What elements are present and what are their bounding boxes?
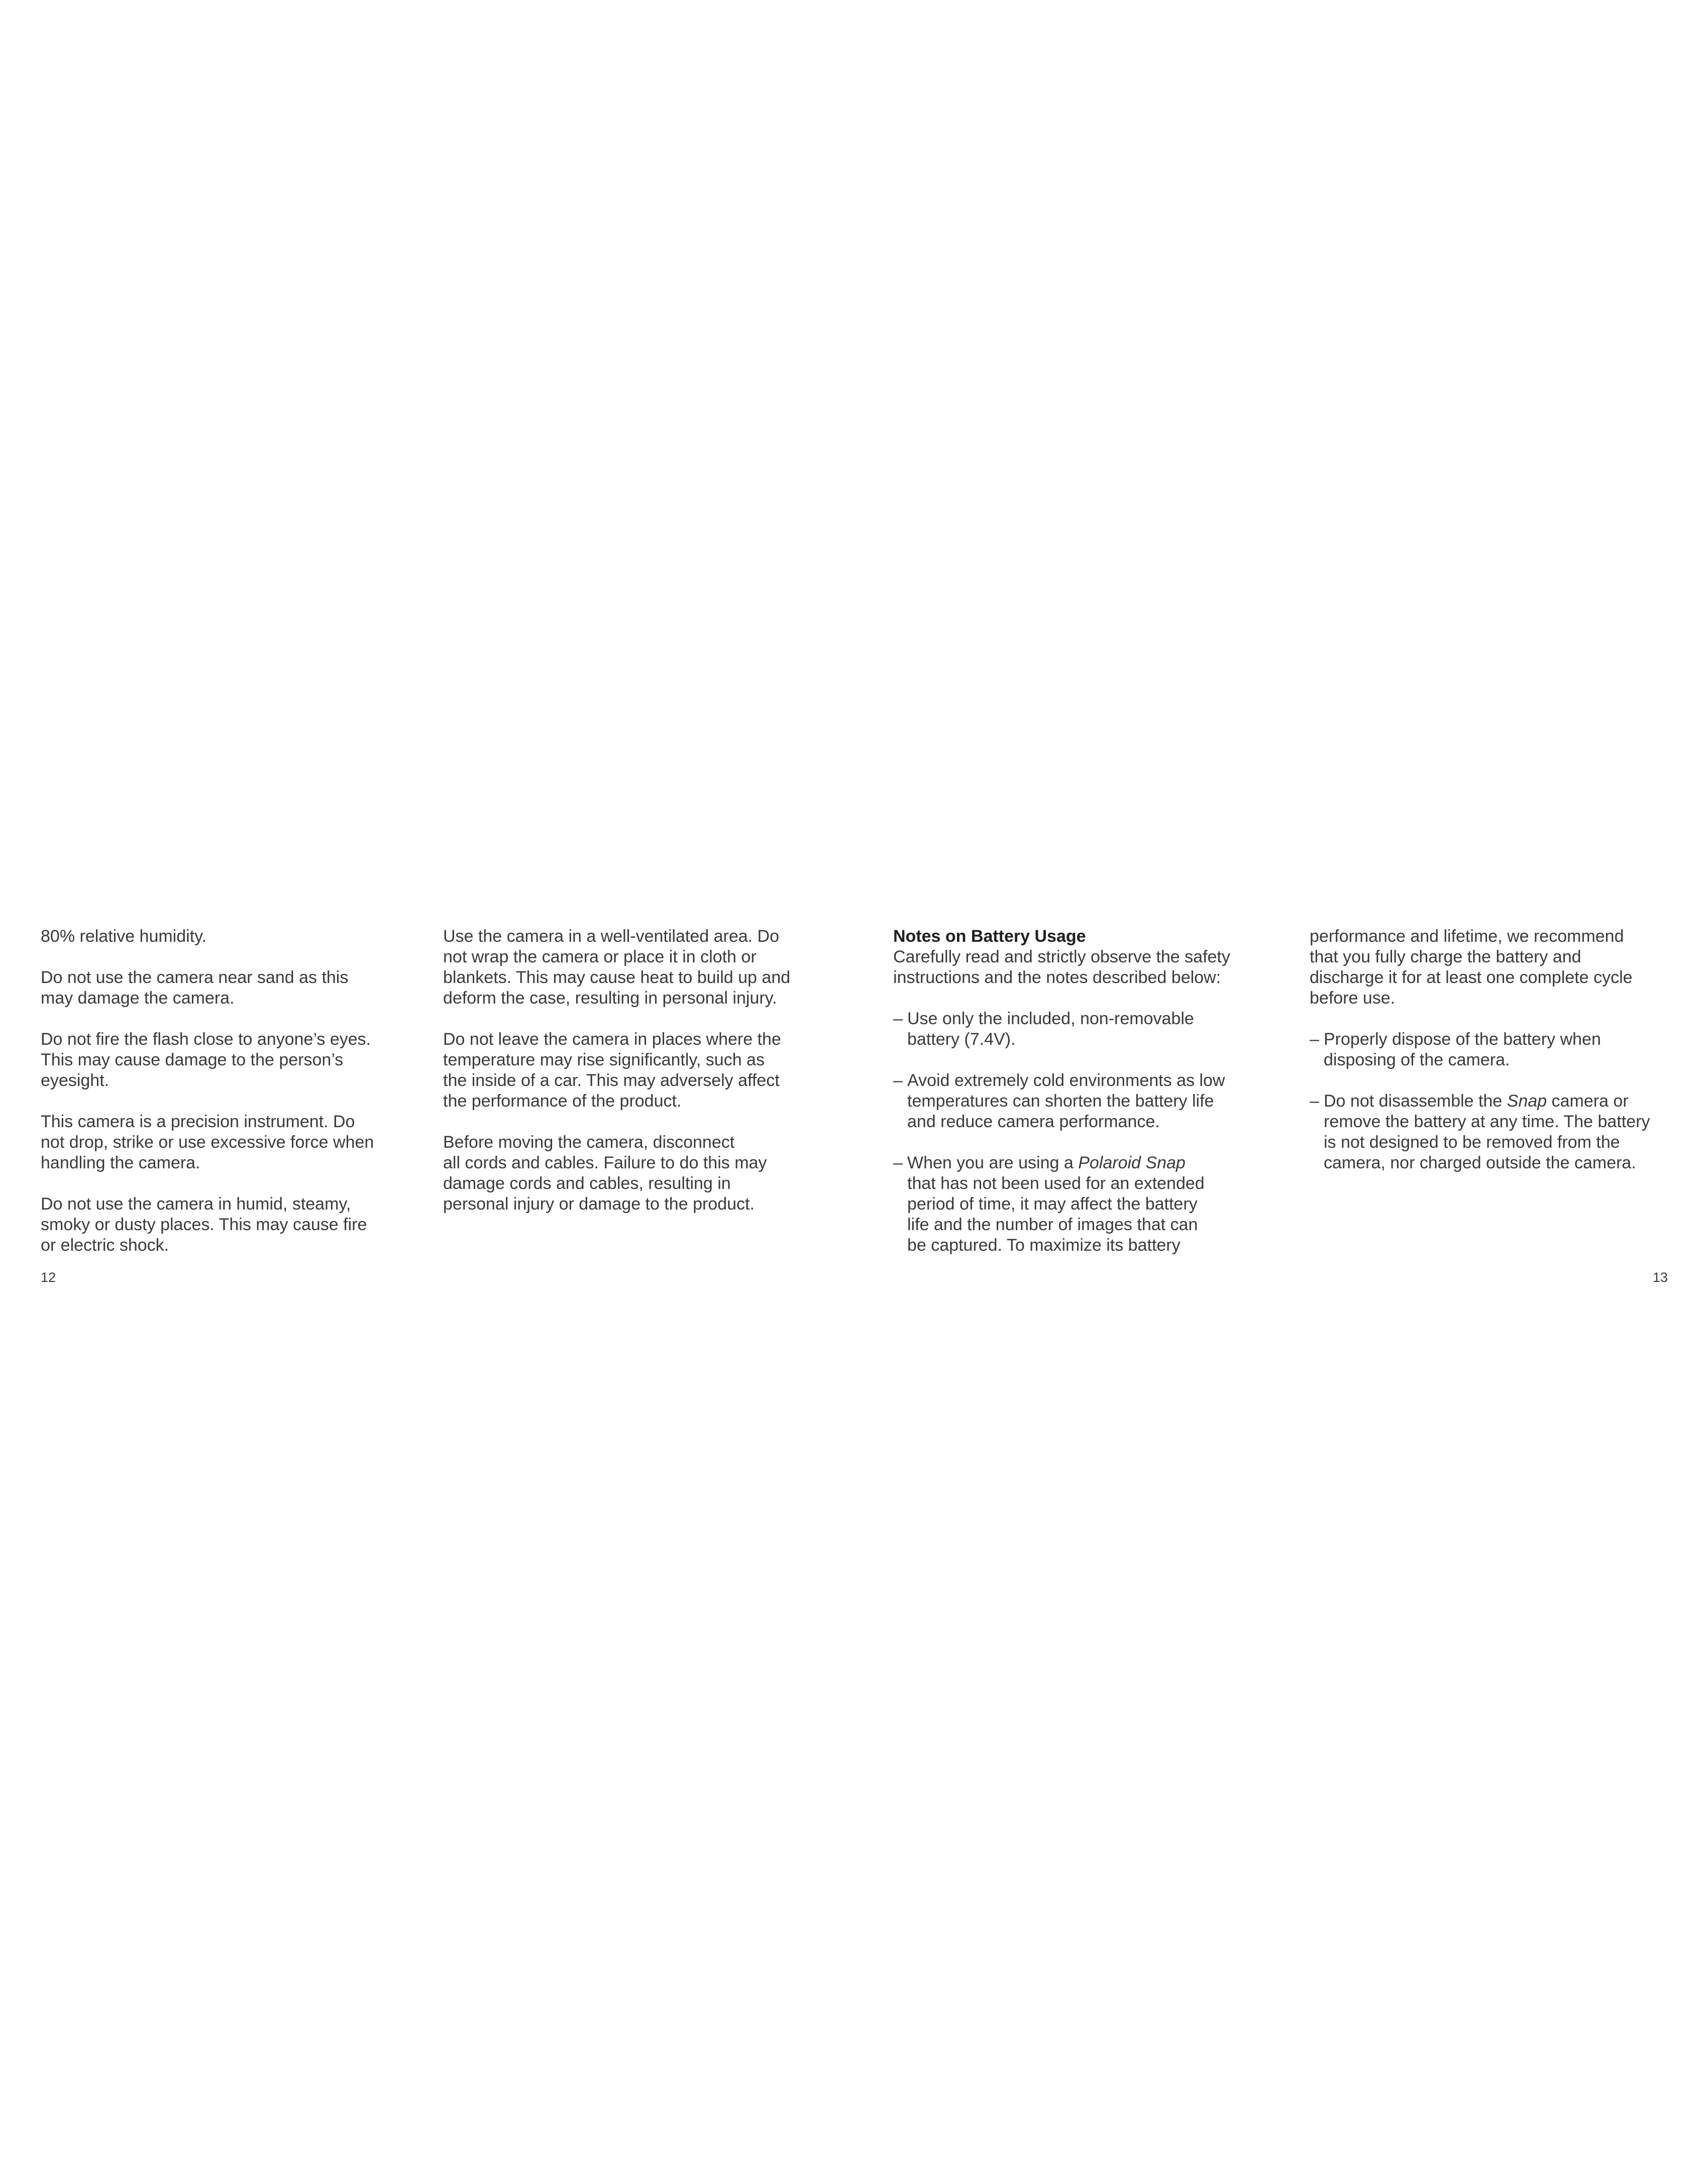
bullet-item bbox=[1310, 1091, 1681, 1173]
bullet-text-end: camera or remove the battery at any time. The battery is not designed to be removed from the camera, nor charged outside the camera. bbox=[1324, 1092, 1650, 1172]
bullet-dash: – bbox=[1310, 1092, 1319, 1111]
bullet-item bbox=[1310, 1029, 1681, 1070]
bullet-text-start: When you are using a bbox=[907, 1153, 1079, 1172]
section-intro: Carefully read and strictly observe the safety instructions and the notes described below: bbox=[893, 947, 1230, 987]
bullet-text-start: Do not disassemble the bbox=[1324, 1092, 1507, 1111]
bullet-text-end: that has not been used for an extended period of time, it may affect the battery life and the number of images that can be captured. To maximize its battery bbox=[907, 1174, 1205, 1255]
continued-text: performance and lifetime, we recommend that you fully charge the battery and discharge it for at least one complete cycle before use. bbox=[1310, 927, 1633, 1008]
bullet-text: Use only the included, non-removable battery (7.4V). bbox=[907, 1009, 1194, 1049]
column-1 bbox=[41, 926, 412, 1276]
column-4 bbox=[1310, 926, 1681, 1194]
column-2 bbox=[443, 926, 815, 1235]
paragraph-ventilation: Use the camera in a well-ventilated area. Do not wrap the camera or place it in cloth or blankets. This may cause heat to build up and deform the case, resulting in personal injury. bbox=[443, 927, 791, 1008]
bullet-text bbox=[1324, 1092, 1650, 1172]
product-name: Polaroid Snap bbox=[1078, 1153, 1186, 1172]
paragraph-flash: Do not fire the flash close to anyone’s eyes. This may cause damage to the person’s eyesight. bbox=[41, 1030, 371, 1090]
bullet-item bbox=[893, 1153, 1275, 1256]
page-number-left: 12 bbox=[41, 1270, 56, 1285]
bullet-dash: – bbox=[893, 1153, 903, 1172]
bullet-text: Properly dispose of the battery when disposing of the camera. bbox=[1324, 1030, 1601, 1069]
bullet-text: Avoid extremely cold environments as low temperatures can shorten the battery life and reduce camera performance. bbox=[907, 1071, 1225, 1131]
paragraph-humidity: 80% relative humidity. bbox=[41, 927, 207, 946]
bullet-text bbox=[907, 1153, 1205, 1255]
bullet-dash: – bbox=[1310, 1030, 1319, 1049]
product-name: Snap bbox=[1507, 1092, 1547, 1111]
bullet-item bbox=[893, 1009, 1275, 1050]
paragraph-precision: This camera is a precision instrument. Do not drop, strike or use excessive force when handling the camera. bbox=[41, 1112, 374, 1172]
bullet-dash: – bbox=[893, 1071, 903, 1090]
page-number-right: 13 bbox=[1652, 1270, 1668, 1285]
paragraph-temperature: Do not leave the camera in places where the temperature may rise significantly, such as the inside of a car. This may adversely affect the performance of the product. bbox=[443, 1030, 781, 1111]
bullet-dash: – bbox=[893, 1009, 903, 1028]
bullet-item bbox=[893, 1070, 1275, 1132]
section-heading: Notes on Battery Usage bbox=[893, 927, 1086, 946]
paragraph-humid-places: Do not use the camera in humid, steamy, smoky or dusty places. This may cause fire or electric shock. bbox=[41, 1194, 367, 1255]
column-3 bbox=[893, 926, 1275, 1276]
paragraph-cables: Before moving the camera, disconnect all cords and cables. Failure to do this may damage cords and cables, resulting in personal injury or damage to the product. bbox=[443, 1133, 767, 1214]
paragraph-sand: Do not use the camera near sand as this may damage the camera. bbox=[41, 968, 349, 1008]
